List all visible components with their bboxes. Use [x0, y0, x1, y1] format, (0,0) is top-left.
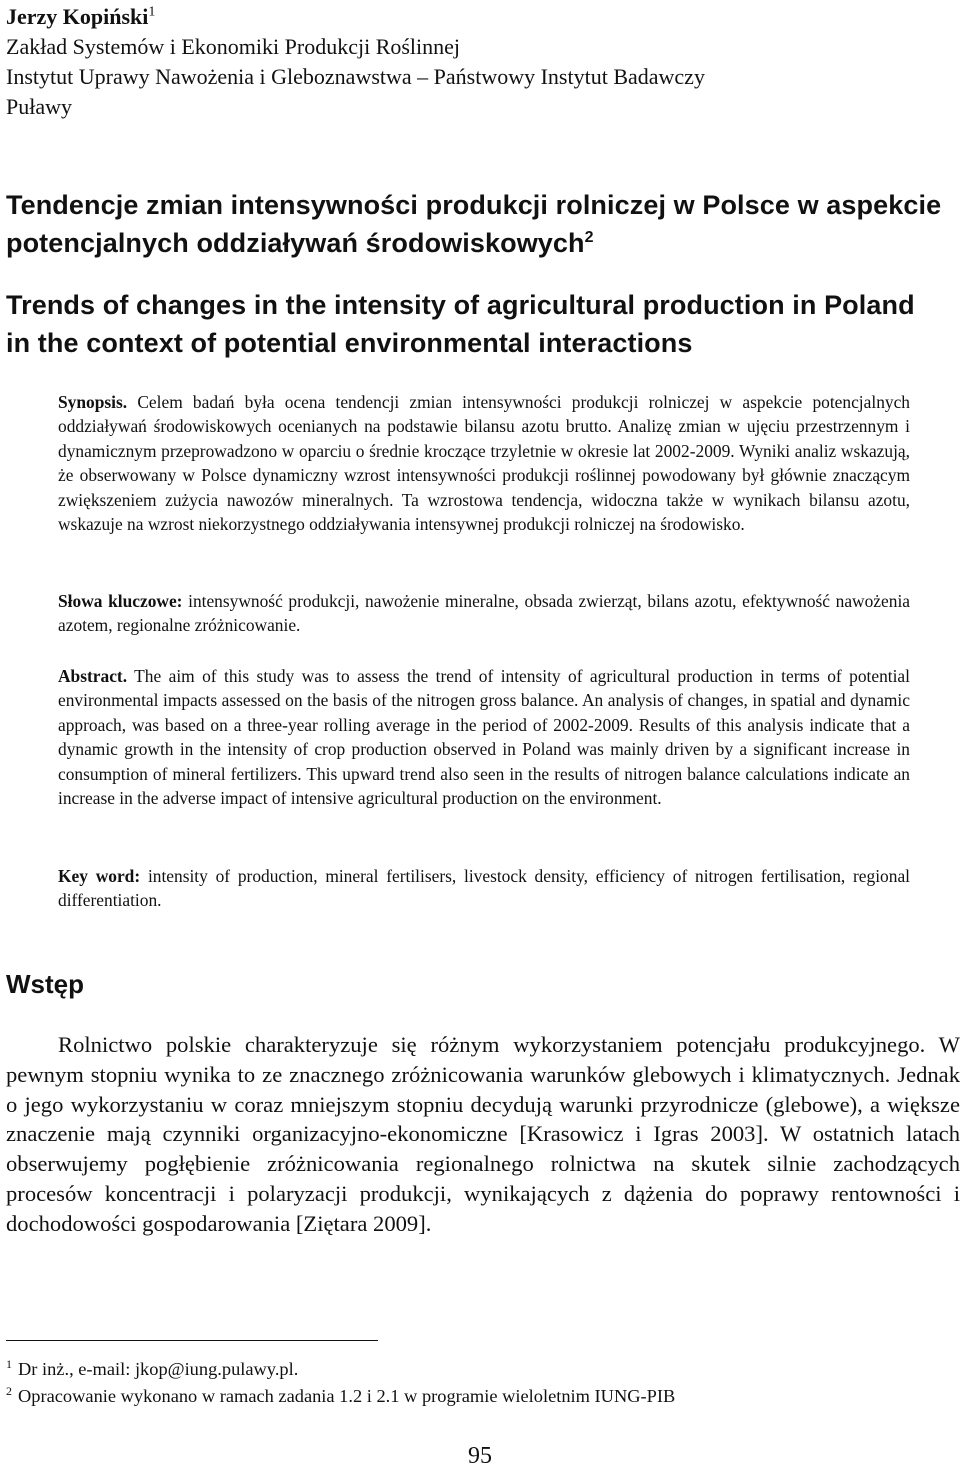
page-number: 95 [468, 1443, 492, 1469]
title-polish-text: Tendencje zmian intensywności produkcji rolniczej w Polsce w aspekcie potencjalnych oddziaływań środowiskowych [6, 190, 942, 258]
synopsis-text: Celem badań była ocena tendencji zmian intensywności produkcji rolniczej w aspekcie potencjalnych oddziaływań środowiskowych ocenianych na podstawie bilansu azotu brutto. Analizę zmian w ujęciu przestrzennym i dynamicznym przeprowadzono w oparciu o średnie kroczące trzyletnie w okresie lat 2002-2009. Wyniki analiz wskazują, że obserwowany w Polsce dynamiczny wzrost intensywności produkcji roślinnej powodowany był głównie znaczącym zwiększeniem zużycia nawozów mineralnych. Ta wzrostowa tendencja, widoczna także w wynikach bilansu azotu, wskazuje na wzrost niekorzystnego oddziaływania intensywnej produkcji rolniczej na środowisko. [58, 392, 910, 535]
author-block [6, 2, 705, 122]
keywords-polish-text: intensywność produkcji, nawożenie mineralne, obsada zwierząt, bilans azotu, efektywność nawożenia azotem, regionalne zróżnicowanie. [58, 591, 910, 636]
keywords-english-label: Key word: [58, 866, 141, 886]
author-footnote-marker: 1 [148, 4, 156, 20]
affiliation-institute: Instytut Uprawy Nawożenia i Gleboznawstwa – Państwowy Instytut Badawczy [6, 64, 705, 89]
keywords-polish-label: Słowa kluczowe: [58, 591, 183, 611]
abstract-label: Abstract. [58, 666, 128, 686]
title-polish [6, 186, 946, 262]
keywords-english [58, 864, 910, 913]
footnote-marker: 2 [6, 1383, 12, 1398]
footnote-separator [6, 1340, 378, 1341]
footnote [6, 1356, 675, 1383]
introduction-paragraph [6, 1030, 960, 1239]
footnote-text: Dr inż., e-mail: jkop@iung.pulawy.pl. [18, 1359, 299, 1379]
keywords-polish [58, 589, 910, 638]
affiliation-department: Zakład Systemów i Ekonomiki Produkcji Roślinnej [6, 34, 461, 59]
footnotes [6, 1356, 675, 1410]
section-heading: Wstęp [6, 969, 84, 999]
title-footnote-marker: 2 [584, 229, 594, 246]
abstract [58, 664, 910, 810]
title-english: Trends of changes in the intensity of agricultural production in Poland in the context of potential environmental interactions [6, 290, 915, 358]
abstract-text: The aim of this study was to assess the trend of intensity of agricultural production in terms of potential environmental impacts assessed on the basis of the nitrogen gross balance. An analysis of changes, in spatial and dynamic approach, was based on a three-year rolling average in the period of 2002-2009. Results of this analysis indicate that a dynamic growth in the intensity of crop production observed in Poland was mainly driven by a significant increase in consumption of mineral fertilizers. This upward trend also seen in the results of nitrogen balance calculations indicate an increase in the adverse impact of intensive agricultural production on the environment. [58, 666, 910, 809]
author-name: Jerzy Kopiński [6, 4, 149, 29]
keywords-english-text: intensity of production, mineral fertilisers, livestock density, efficiency of nitrogen fertilisation, regional differentiation. [58, 866, 910, 911]
synopsis-label: Synopsis. [58, 392, 128, 412]
affiliation-location: Puławy [6, 94, 72, 119]
introduction-text: Rolnictwo polskie charakteryzuje się różnym wykorzystaniem potencjału produkcyjnego. W pewnym stopniu wynika to ze znacznego zróżnicowania warunków glebowych i klimatycznych. Jednak o jego wykorzystaniu w coraz mniejszym stopniu decydują warunki przyrodnicze (glebowe), a większe znaczenie mają czynniki organizacyjno-ekonomiczne [Krasowicz i Igras 2003]. W ostatnich latach obserwujemy pogłębienie zróżnicowania regionalnego rolnictwa na skutek silnie zachodzących procesów koncentracji i polaryzacji produkcji, wynikających z dążenia do poprawy rentowności i dochodowości gospodarowania [Ziętara 2009]. [6, 1032, 960, 1236]
synopsis [58, 390, 910, 536]
footnote [6, 1383, 675, 1410]
footnote-text: Opracowanie wykonano w ramach zadania 1.2 i 2.1 w programie wieloletnim IUNG-PIB [18, 1386, 676, 1406]
footnote-marker: 1 [6, 1356, 12, 1371]
